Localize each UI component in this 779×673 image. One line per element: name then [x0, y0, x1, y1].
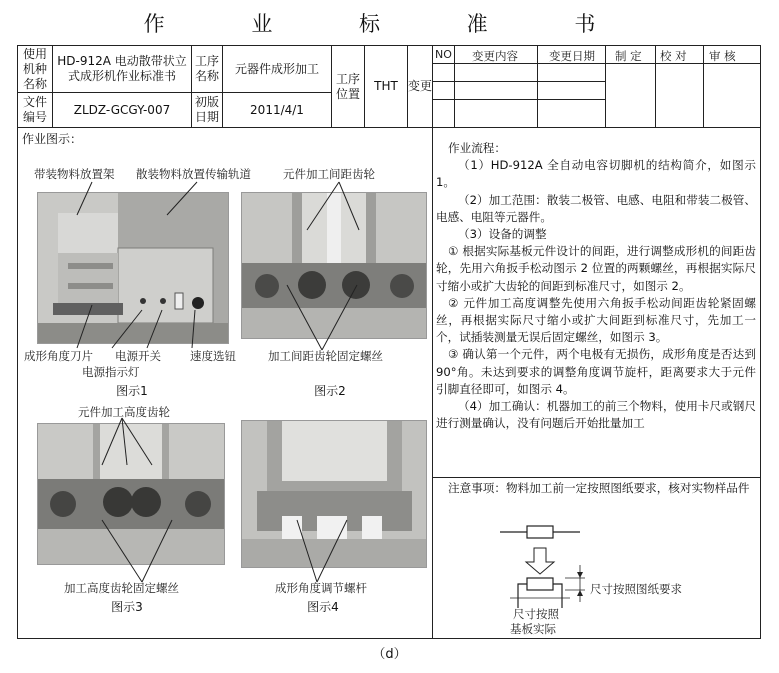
procedure-heading: 作业流程：: [448, 141, 506, 155]
dimension-note-bottom-1: 尺寸按照: [513, 607, 559, 621]
procedure-section: [436, 140, 756, 432]
figure-label: （d）: [372, 647, 407, 662]
document-title: 作 业 标 准 书: [143, 12, 636, 36]
header-table: [17, 45, 433, 128]
fig1-label-a: 带装物料放置架: [34, 167, 115, 181]
fig1-label-indicator: 电源指示灯: [82, 365, 140, 379]
procedure-step-1: （1）HD-912A 全自动电容切脚机的结构简介，如图示 1。: [436, 158, 756, 190]
grid-line: [655, 45, 656, 127]
col-review: 审 核: [709, 49, 736, 63]
fig2-caption: 图示2: [314, 384, 346, 398]
grid-line: [454, 45, 455, 127]
callout-lines-lower: [17, 410, 437, 590]
doc-value: ZLDZ-GCGY-007: [53, 93, 192, 128]
diagram-heading: 作业图示：: [22, 132, 83, 146]
procedure-step-3: （3）设备的调整: [458, 227, 547, 242]
notes-divider: [432, 477, 761, 478]
process-label: 工序名称: [192, 46, 223, 93]
grid-line: [537, 45, 538, 127]
fig1-label-switch: 电源开关: [115, 349, 161, 363]
machine-label: 使用机种名称: [18, 46, 53, 93]
fig3-label-bottom: 加工高度齿轮固定螺丝: [64, 581, 179, 595]
doc-label: 文件编号: [18, 93, 53, 128]
grid-line: [432, 99, 605, 100]
fig1-label-b: 散装物料放置传输轨道: [136, 167, 251, 181]
grid-line: [703, 45, 704, 127]
fig1-caption: 图示1: [116, 384, 148, 398]
machine-value: HD-912A 电动散带状立式成形机作业标准书: [53, 46, 192, 93]
dimension-note-right: 尺寸按照图纸要求: [590, 582, 682, 596]
position-label: 工序位置: [332, 46, 365, 128]
grid-line: [17, 127, 761, 128]
grid-line: [605, 45, 606, 127]
change-record-grid: [432, 45, 761, 127]
procedure-step-3-2: ② 元件加工高度调整先使用六角扳手松动间距齿轮紧固螺丝，再根据实际尺寸缩小或扩大间距到标准尺寸，先加工一个，试插装测量无误后固定螺丝，如图示 3。: [436, 295, 756, 345]
dimension-note-bottom-2: 基板实际: [510, 622, 556, 636]
col-content: 变更内容: [472, 49, 518, 63]
first-label: 初版日期: [192, 93, 223, 128]
col-make: 制 定: [615, 49, 642, 63]
procedure-step-3-3: ③ 确认第一个元件，两个电极有无损伤，成形角度是否达到 90°角。未达到要求的调整角度调节旋杆，距离要求大于元件引脚直径即可，如图示 4。: [436, 347, 756, 396]
procedure-step-4: （4）加工确认：机器加工的前三个物料，使用卡尺或钢尺进行测量确认，没有问题后开始批量加工: [436, 399, 756, 431]
col-date: 变更日期: [549, 49, 595, 63]
procedure-step-2: （2）加工范围：散装二极管、电感、电阻和带装二极管、电感、电阻等元器件。: [436, 192, 756, 224]
fig1-label-speed: 速度选钮: [190, 349, 236, 363]
first-value: 2011/4/1: [223, 93, 332, 128]
fig1-label-blade: 成形角度刀片: [24, 349, 93, 363]
process-value: 元器件成形加工: [223, 46, 332, 93]
procedure-step-3-1: ① 根据实际基板元件设计的间距，进行调整成形机的间距齿轮，先用六角扳手松动图示 2 位置的两颗螺丝，再根据实际尺寸缩小或扩大齿轮的间距到标准尺寸，如图示 2。: [436, 244, 756, 293]
grid-line: [432, 81, 605, 82]
col-no: NO: [435, 48, 452, 61]
fig4-label-bottom: 成形角度调节螺杆: [275, 581, 367, 595]
fig4-caption: 图示4: [307, 600, 339, 614]
fig3-label-top: 元件加工高度齿轮: [78, 405, 170, 419]
position-value: THT: [365, 46, 408, 128]
fig3-caption: 图示3: [111, 600, 143, 614]
fig2-label-bottom: 加工间距齿轮固定螺丝: [268, 349, 383, 363]
col-check: 校 对: [660, 49, 687, 63]
change-label: 变更: [408, 46, 433, 128]
fig2-label-top: 元件加工间距齿轮: [283, 167, 375, 181]
grid-line: [432, 63, 761, 64]
notes-text: 注意事项：物料加工前一定按照图纸要求，核对实物样品件: [448, 481, 750, 495]
